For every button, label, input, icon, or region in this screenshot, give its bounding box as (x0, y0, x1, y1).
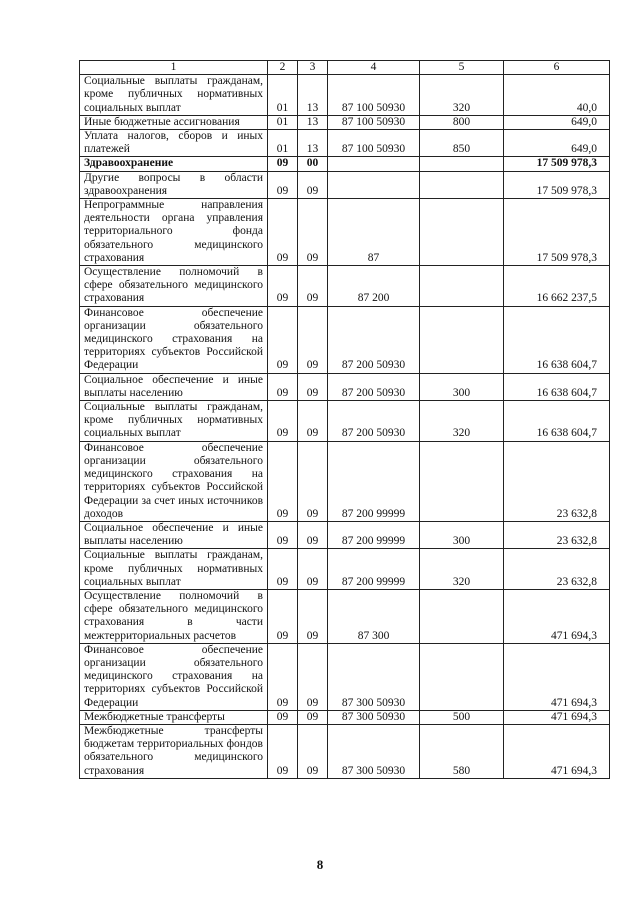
table-row (80, 724, 610, 778)
table-row (80, 199, 610, 266)
amount-cell: 649,0 (504, 115, 610, 129)
amount-cell: 17 509 978,3 (504, 199, 610, 266)
row-name-cell: Уплата налогов, сборов и иных платежей (80, 130, 268, 157)
target-article-cell: 87 200 99999 (328, 441, 420, 521)
expense-type-cell (420, 266, 504, 307)
row-name-cell: Непрограммные направления деятельности органа управления территориального фонда обязательного медицинского страхования (80, 199, 268, 266)
table-row (80, 589, 610, 643)
section-code-cell: 09 (268, 589, 298, 643)
amount-cell: 17 509 978,3 (504, 171, 610, 198)
expense-type-cell (420, 643, 504, 710)
column-header: 5 (420, 61, 504, 75)
amount-cell: 23 632,8 (504, 549, 610, 590)
target-article-cell: 87 (328, 199, 420, 266)
section-code-cell: 09 (268, 724, 298, 778)
target-article-cell: 87 200 99999 (328, 549, 420, 590)
subsection-code-cell: 13 (298, 75, 328, 116)
section-code-cell: 01 (268, 115, 298, 129)
section-code-cell: 09 (268, 521, 298, 548)
section-code-cell: 09 (268, 441, 298, 521)
row-name-cell: Межбюджетные трансферты (80, 710, 268, 724)
expense-type-cell (420, 199, 504, 266)
subsection-code-cell: 09 (298, 521, 328, 548)
target-article-cell (328, 171, 420, 198)
table-row (80, 549, 610, 590)
row-name-cell: Здравоохранение (80, 157, 268, 171)
row-name-cell: Финансовое обеспечение организации обязательного медицинского страхования на территориях субъектов Российской Федерации за счет иных источников доходов (80, 441, 268, 521)
amount-cell: 471 694,3 (504, 710, 610, 724)
target-article-cell: 87 200 50930 (328, 306, 420, 373)
target-article-cell: 87 200 50930 (328, 373, 420, 400)
subsection-code-cell: 13 (298, 130, 328, 157)
expense-type-cell (420, 306, 504, 373)
table-row (80, 171, 610, 198)
expense-type-cell: 320 (420, 549, 504, 590)
subsection-code-cell: 09 (298, 589, 328, 643)
table-row (80, 710, 610, 724)
target-article-cell: 87 300 50930 (328, 710, 420, 724)
expense-type-cell: 850 (420, 130, 504, 157)
amount-cell: 23 632,8 (504, 441, 610, 521)
row-name-cell: Финансовое обеспечение организации обязательного медицинского страхования на территориях субъектов Российской Федерации (80, 306, 268, 373)
table-row (80, 266, 610, 307)
table-row (80, 157, 610, 171)
row-name-cell: Социальное обеспечение и иные выплаты населению (80, 373, 268, 400)
section-code-cell: 09 (268, 157, 298, 171)
expense-type-cell: 800 (420, 115, 504, 129)
column-header: 1 (80, 61, 268, 75)
amount-cell: 649,0 (504, 130, 610, 157)
subsection-code-cell: 09 (298, 401, 328, 442)
expense-type-cell: 320 (420, 75, 504, 116)
table-row (80, 115, 610, 129)
expense-type-cell: 300 (420, 521, 504, 548)
subsection-code-cell: 09 (298, 643, 328, 710)
subsection-code-cell: 09 (298, 724, 328, 778)
row-name-cell: Осуществление полномочий в сфере обязательного медицинского страхования в части межтерриториальных расчетов (80, 589, 268, 643)
section-code-cell: 09 (268, 171, 298, 198)
column-header: 6 (504, 61, 610, 75)
section-code-cell: 09 (268, 306, 298, 373)
row-name-cell: Социальное обеспечение и иные выплаты населению (80, 521, 268, 548)
subsection-code-cell: 09 (298, 266, 328, 307)
table-row (80, 373, 610, 400)
target-article-cell: 87 100 50930 (328, 115, 420, 129)
table-row (80, 306, 610, 373)
row-name-cell: Финансовое обеспечение организации обязательного медицинского страхования на территориях субъектов Российской Федерации (80, 643, 268, 710)
table-row (80, 441, 610, 521)
section-code-cell: 09 (268, 549, 298, 590)
subsection-code-cell: 00 (298, 157, 328, 171)
table-row (80, 75, 610, 116)
amount-cell: 16 638 604,7 (504, 373, 610, 400)
subsection-code-cell: 09 (298, 441, 328, 521)
subsection-code-cell: 09 (298, 171, 328, 198)
target-article-cell: 87 200 99999 (328, 521, 420, 548)
amount-cell: 16 638 604,7 (504, 306, 610, 373)
row-name-cell: Другие вопросы в области здравоохранения (80, 171, 268, 198)
page-number: 8 (316, 857, 324, 872)
budget-table (79, 60, 610, 779)
table-row (80, 130, 610, 157)
target-article-cell: 87 200 (328, 266, 420, 307)
expense-type-cell (420, 589, 504, 643)
table-body (80, 75, 610, 779)
section-code-cell: 01 (268, 130, 298, 157)
amount-cell: 40,0 (504, 75, 610, 116)
amount-cell: 23 632,8 (504, 521, 610, 548)
amount-cell: 16 638 604,7 (504, 401, 610, 442)
expense-type-cell: 320 (420, 401, 504, 442)
table-row (80, 643, 610, 710)
section-code-cell: 09 (268, 373, 298, 400)
amount-cell: 471 694,3 (504, 589, 610, 643)
target-article-cell: 87 200 50930 (328, 401, 420, 442)
target-article-cell: 87 300 (328, 589, 420, 643)
section-code-cell: 09 (268, 401, 298, 442)
table-row (80, 521, 610, 548)
section-code-cell: 09 (268, 643, 298, 710)
row-name-cell: Осуществление полномочий в сфере обязательного медицинского страхования (80, 266, 268, 307)
row-name-cell: Межбюджетные трансферты бюджетам территориальных фондов обязательного медицинского страхования (80, 724, 268, 778)
subsection-code-cell: 09 (298, 373, 328, 400)
column-header: 2 (268, 61, 298, 75)
expense-type-cell (420, 441, 504, 521)
section-code-cell: 09 (268, 710, 298, 724)
target-article-cell: 87 300 50930 (328, 643, 420, 710)
column-header: 4 (328, 61, 420, 75)
target-article-cell (328, 157, 420, 171)
expense-type-cell: 580 (420, 724, 504, 778)
amount-cell: 471 694,3 (504, 643, 610, 710)
expense-type-cell: 300 (420, 373, 504, 400)
subsection-code-cell: 09 (298, 710, 328, 724)
table-header-row (80, 61, 610, 75)
row-name-cell: Социальные выплаты гражданам, кроме публичных нормативных социальных выплат (80, 75, 268, 116)
expense-type-cell: 500 (420, 710, 504, 724)
section-code-cell: 01 (268, 75, 298, 116)
row-name-cell: Социальные выплаты гражданам, кроме публичных нормативных социальных выплат (80, 549, 268, 590)
row-name-cell: Социальные выплаты гражданам, кроме публичных нормативных социальных выплат (80, 401, 268, 442)
expense-type-cell (420, 157, 504, 171)
target-article-cell: 87 100 50930 (328, 75, 420, 116)
amount-cell: 471 694,3 (504, 724, 610, 778)
subsection-code-cell: 13 (298, 115, 328, 129)
target-article-cell: 87 300 50930 (328, 724, 420, 778)
subsection-code-cell: 09 (298, 199, 328, 266)
target-article-cell: 87 100 50930 (328, 130, 420, 157)
row-name-cell: Иные бюджетные ассигнования (80, 115, 268, 129)
subsection-code-cell: 09 (298, 549, 328, 590)
amount-cell: 17 509 978,3 (504, 157, 610, 171)
section-code-cell: 09 (268, 266, 298, 307)
table-row (80, 401, 610, 442)
subsection-code-cell: 09 (298, 306, 328, 373)
expense-type-cell (420, 171, 504, 198)
section-code-cell: 09 (268, 199, 298, 266)
amount-cell: 16 662 237,5 (504, 266, 610, 307)
column-header: 3 (298, 61, 328, 75)
